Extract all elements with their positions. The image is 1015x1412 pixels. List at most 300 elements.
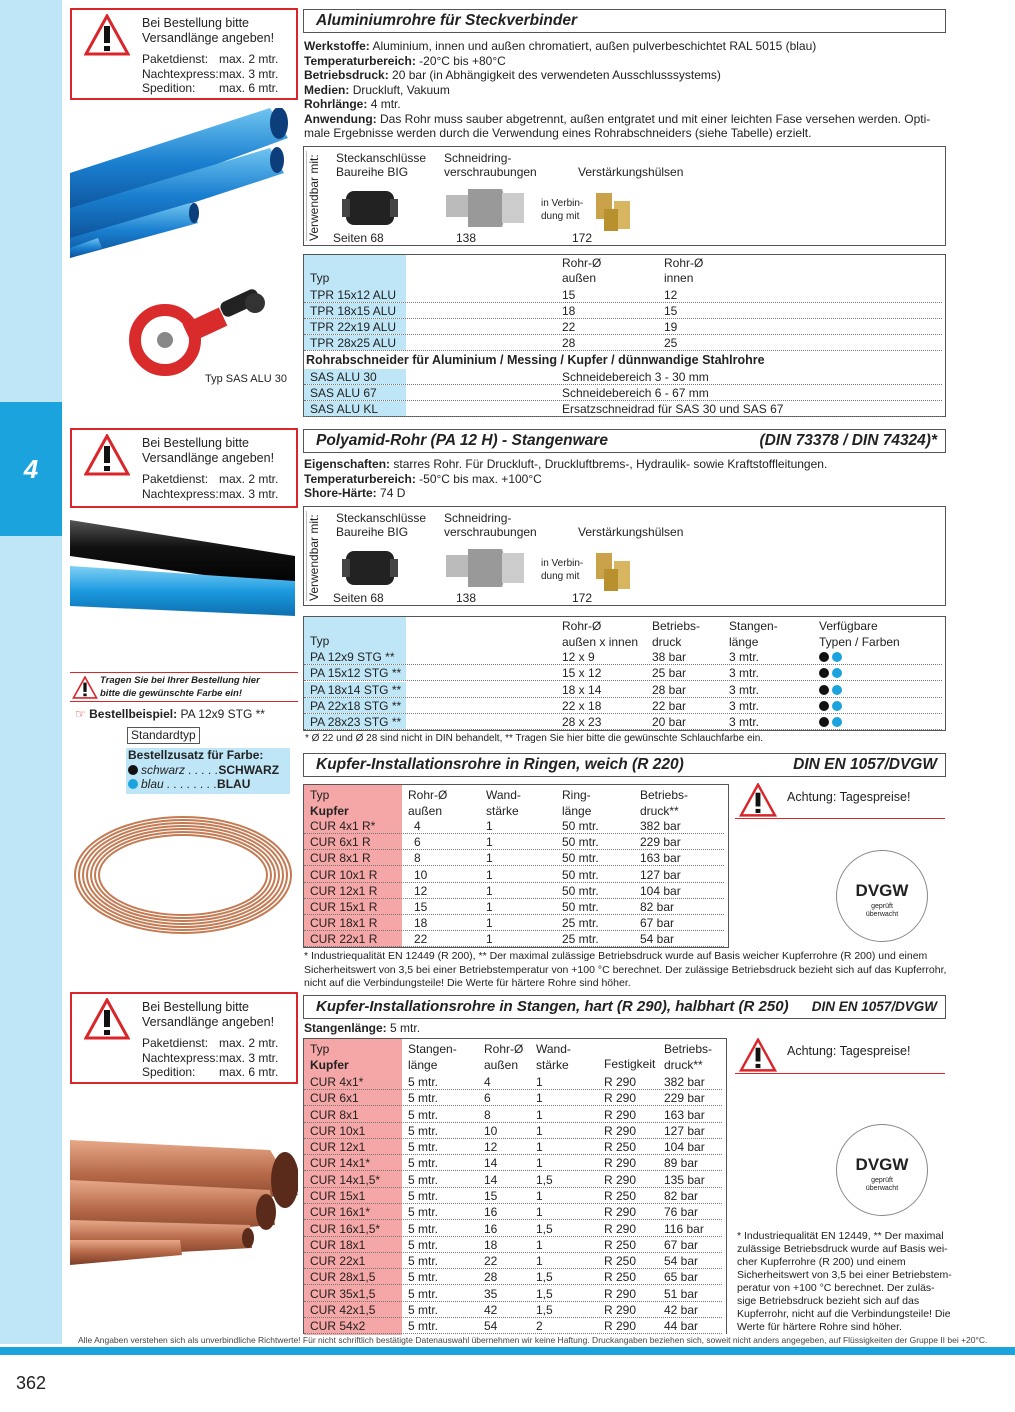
table-cell: R 250 xyxy=(604,1237,637,1252)
label: Eigenschaften: xyxy=(304,457,391,471)
table-cell: 28 bar xyxy=(652,682,687,697)
label: Betriebsdruck: xyxy=(304,68,389,82)
table-cell: R 290 xyxy=(604,1205,637,1220)
color-dots xyxy=(819,649,845,665)
table-cell: 1 xyxy=(536,1156,543,1171)
copper-note xyxy=(304,950,946,991)
table-cell: 12 xyxy=(484,1140,498,1155)
table-row xyxy=(304,1155,722,1171)
warning-icon xyxy=(72,676,98,699)
table-row xyxy=(304,1221,722,1237)
chapter-tab[interactable]: 4 xyxy=(0,402,62,536)
table-row xyxy=(304,335,942,351)
table-cell: 15 x 12 xyxy=(562,666,602,681)
table-cell: 1 xyxy=(536,1205,543,1220)
table-row xyxy=(304,818,724,834)
table-cell: 50 mtr. xyxy=(562,900,599,914)
table-cell: 1 xyxy=(536,1140,543,1155)
table-cell: 1 xyxy=(486,900,493,914)
table-cell: 67 bar xyxy=(664,1237,699,1252)
compatible-box xyxy=(303,506,946,606)
compression-fitting-icon xyxy=(446,541,526,595)
table-cell: 25 mtr. xyxy=(562,932,599,947)
table-cell: 42 bar xyxy=(664,1302,699,1317)
table-cell: 229 bar xyxy=(640,835,681,850)
copper-bar-note xyxy=(737,1230,952,1334)
table-cell: 5 mtr. xyxy=(408,1270,439,1285)
table-row xyxy=(304,1318,722,1334)
label: Temperaturbereich: xyxy=(304,53,416,68)
table-cell: 22 xyxy=(562,320,576,334)
table-cell: CUR 22x1 xyxy=(310,1254,366,1269)
table-cell: R 290 xyxy=(604,1156,637,1171)
table-row xyxy=(304,931,724,947)
table-cell: 22 xyxy=(414,932,428,947)
value: PA 12x9 STG xyxy=(180,707,253,721)
table-cell: 38 bar xyxy=(652,650,687,664)
table-cell: 22 x 18 xyxy=(562,698,602,713)
color-dots xyxy=(819,682,845,698)
page-ref: Seiten 68 xyxy=(333,591,384,605)
label: Schneidring- xyxy=(444,511,512,525)
table-cell: 14 xyxy=(484,1156,498,1171)
table-cell: 229 bar xyxy=(664,1091,705,1106)
label: Spedition: xyxy=(142,1065,196,1079)
table-cell: 35 xyxy=(484,1286,498,1301)
warn-title: Versandlänge angeben! xyxy=(142,31,275,45)
table-cell: R 250 xyxy=(604,1254,637,1269)
table-cell: R 290 xyxy=(604,1123,637,1138)
black-dot-icon xyxy=(819,685,829,695)
page-number: 362 xyxy=(16,1373,47,1393)
column-header: Typ xyxy=(310,634,330,648)
table-cell: 89 bar xyxy=(664,1156,699,1171)
label: Temperaturbereich: xyxy=(304,471,416,486)
page-ref: Seiten 68 xyxy=(333,231,384,245)
column-header: druck** xyxy=(640,804,679,818)
table-cell: 1 xyxy=(536,1188,543,1203)
title-text: Kupfer-Installationsrohre in Stangen, hart (R 290), halbhart (R 250) xyxy=(316,998,789,1015)
table-cell: R 250 xyxy=(604,1188,637,1203)
label: dung mit xyxy=(541,571,580,582)
value: max. 6 mtr. xyxy=(219,1065,279,1079)
table-cell: 12 xyxy=(664,288,678,302)
column-header: länge xyxy=(562,804,592,818)
table-row xyxy=(304,1286,722,1302)
warn-title: Versandlänge angeben! xyxy=(142,1015,275,1029)
table-cell: 42 xyxy=(484,1302,498,1317)
column-header: Rohr-Ø xyxy=(562,256,602,270)
compatible-label: Verwendbar mit: xyxy=(306,511,322,601)
section-title xyxy=(303,9,946,33)
table-row xyxy=(304,1237,722,1253)
value: max. 2 mtr. xyxy=(219,1036,279,1050)
table-cell: 5 mtr. xyxy=(408,1140,439,1155)
table-cell: 15 xyxy=(484,1188,498,1203)
warn-title: Versandlänge angeben! xyxy=(142,451,275,465)
table-row xyxy=(304,1269,722,1285)
table-cell: 104 bar xyxy=(640,883,681,898)
table-cell: CUR 22x1 R xyxy=(310,932,378,947)
table-cell: 127 bar xyxy=(640,867,681,882)
label: blau . . . . . . . . xyxy=(141,777,218,791)
table-cell: 163 bar xyxy=(664,1107,705,1122)
black-dot-icon xyxy=(819,701,829,711)
page-ref: 172 xyxy=(572,591,593,605)
table-row xyxy=(304,883,724,899)
polyamide-pipes-image xyxy=(70,516,295,616)
value: 74 D xyxy=(380,486,406,500)
page-bottom-bar xyxy=(0,1347,1015,1355)
label: Spedition: xyxy=(142,81,196,95)
warn-title: Bei Bestellung bitte xyxy=(142,16,250,30)
table-cell: 1,5 xyxy=(536,1302,553,1317)
color-dots xyxy=(819,665,845,681)
table-row xyxy=(304,1107,722,1123)
table-cell: 8 xyxy=(484,1107,491,1122)
table-cell: CUR 12x1 xyxy=(310,1140,366,1155)
dvgw-seal-icon xyxy=(836,1124,928,1216)
hint-text: Tragen Sie bei Ihrer Bestellung hier xyxy=(100,675,260,686)
column-header: Typ xyxy=(310,788,330,802)
label: Nachtexpress: xyxy=(142,486,219,501)
table-cell: PA 18x14 STG ** xyxy=(310,682,402,697)
table-row xyxy=(304,1204,722,1220)
table-cell: CUR 12x1 R xyxy=(310,883,378,898)
seal-text: überwacht xyxy=(865,911,899,918)
column-header: Typ xyxy=(310,1042,330,1056)
table-cell: TPR 22x19 ALU xyxy=(310,320,397,334)
table-cell: 5 mtr. xyxy=(408,1302,439,1317)
label: Baureihe BIG xyxy=(336,165,409,179)
column-header: Betriebs- xyxy=(640,788,689,802)
table-cell: R 290 xyxy=(604,1172,637,1187)
warning-icon xyxy=(739,783,777,817)
table-cell: R 290 xyxy=(604,1075,637,1089)
note-line: Werte für härtere Rohre sind höher. xyxy=(737,1321,902,1333)
table-cell: CUR 8x1 R xyxy=(310,851,371,866)
table-cell: 5 mtr. xyxy=(408,1075,439,1089)
table-cell: 5 mtr. xyxy=(408,1254,439,1269)
value: max. 2 mtr. xyxy=(219,472,279,486)
color-option-box xyxy=(126,748,290,794)
table-cell: 28 xyxy=(562,336,576,350)
note-line: zulässige Betriebsdruck wurde auf Basis wei- xyxy=(737,1243,948,1255)
cutter-heading: Rohrabschneider für Aluminium / Messing / Kupfer / dünnwandige Stahlrohre xyxy=(306,353,765,367)
table-cell: 22 xyxy=(484,1254,498,1269)
table-cell: 1,5 xyxy=(536,1172,553,1187)
table-cell: 50 mtr. xyxy=(562,851,599,866)
table-cell: CUR 14x1,5* xyxy=(310,1172,381,1187)
table-row xyxy=(304,714,942,730)
value: max. 3 mtr. xyxy=(219,486,279,501)
cutter-caption: Typ SAS ALU 30 xyxy=(205,373,287,385)
warn-title: Bei Bestellung bitte xyxy=(142,1000,250,1014)
table-cell: SAS ALU KL xyxy=(310,402,379,416)
table-row xyxy=(304,385,942,401)
column-header: Typen / Farben xyxy=(819,635,900,649)
table-cell: 1 xyxy=(486,835,493,850)
table-cell: CUR 10x1 xyxy=(310,1123,366,1138)
value: 5 mtr. xyxy=(390,1021,421,1035)
price-warning xyxy=(735,781,945,819)
table-cell: CUR 18x1 R xyxy=(310,916,378,931)
column-header: Festigkeit xyxy=(604,1057,656,1071)
warning-icon xyxy=(84,14,130,56)
table-cell: 54 bar xyxy=(640,932,675,947)
note-line: cher Kupferrohre (R 200) und einem xyxy=(737,1256,906,1268)
order-example xyxy=(75,707,265,721)
table-cell: Schneidebereich 6 - 67 mm xyxy=(562,386,709,400)
blue-dot-icon xyxy=(832,652,842,662)
table-cell: 54 xyxy=(484,1319,498,1334)
table-cell: 163 bar xyxy=(640,851,681,866)
column-header: Betriebs- xyxy=(652,619,701,633)
page-ref: 138 xyxy=(456,231,477,245)
seal-text: überwacht xyxy=(865,1185,899,1192)
column-header: Stangen- xyxy=(729,619,778,633)
label: Nachtexpress: xyxy=(142,1050,219,1065)
hint-text: bitte die gewünschte Farbe ein! xyxy=(100,688,242,699)
table-cell: 104 bar xyxy=(664,1140,705,1155)
column-header: Rohr-Ø xyxy=(408,788,448,802)
table-cell: 4 xyxy=(484,1075,491,1089)
note-line: Sicherheitswert von 3,5 bei einer Betriebstemperatur von +100 °C berechnet. Der zulässige Betriebsdruck bezieht sich auf das Kupferrohr, xyxy=(304,963,947,976)
table-cell: 1 xyxy=(536,1254,543,1269)
warning-box xyxy=(70,428,298,508)
pipe-cutter-image xyxy=(125,285,275,380)
table-cell: 25 mtr. xyxy=(562,916,599,931)
table-cell: 18 xyxy=(562,304,576,318)
price-warning xyxy=(735,1036,945,1074)
table-row xyxy=(304,1302,722,1318)
table-cell: 15 xyxy=(414,900,428,914)
pointing-hand-icon: ☞ xyxy=(75,707,86,721)
table-cell: SAS ALU 30 xyxy=(310,370,377,384)
table-note: * Ø 22 und Ø 28 sind nicht in DIN behandelt, ** Tragen Sie hier bitte die gewünschte Schlauchfarbe ein. xyxy=(305,733,764,744)
column-header: außen xyxy=(408,804,443,818)
note-line: Kupferrohr, nicht auf die Verbindungsteile! Die xyxy=(737,1308,951,1320)
table-cell: 18 xyxy=(414,916,428,931)
label: dung mit xyxy=(541,211,580,222)
note-line: * Industriequalität EN 12449, ** Der maximal xyxy=(737,1230,944,1242)
table-cell: CUR 14x1* xyxy=(310,1156,371,1171)
column-header: Kupfer xyxy=(310,1058,349,1072)
table-row xyxy=(304,834,724,850)
table-cell: PA 22x18 STG ** xyxy=(310,698,402,713)
label: Bestellzusatz für Farbe: xyxy=(128,748,264,762)
table-cell: 1 xyxy=(486,916,493,931)
table-cell: 1 xyxy=(486,851,493,866)
table-cell: 1,5 xyxy=(536,1221,553,1236)
copper-coil-image xyxy=(72,810,294,940)
value: max. 3 mtr. xyxy=(219,66,279,81)
table-cell: SAS ALU 67 xyxy=(310,386,377,400)
column-header: Verfügbare xyxy=(819,619,878,633)
warning-icon xyxy=(739,1038,777,1072)
page-ref: 172 xyxy=(572,231,593,245)
table-cell: R 290 xyxy=(604,1286,637,1301)
table-cell: PA 28x23 STG ** xyxy=(310,715,402,730)
note-line: nicht auf die Verbindungsteile! Die Werte für härtere Rohre sind höher. xyxy=(304,977,631,989)
table-cell: 3 mtr. xyxy=(729,682,760,697)
table-cell: CUR 15x1 R xyxy=(310,900,378,914)
label: Paketdienst: xyxy=(142,472,209,486)
din-reference: (DIN 73378 / DIN 74324)* xyxy=(759,432,937,449)
label: Anwendung: xyxy=(304,111,377,126)
label: Bestellbeispiel: xyxy=(89,707,178,721)
table-cell: 44 bar xyxy=(664,1319,699,1334)
table-cell: 1,5 xyxy=(536,1270,553,1285)
column-header: Wand- xyxy=(536,1042,571,1056)
value: max. 6 mtr. xyxy=(219,81,279,95)
table-cell: CUR 15x1 xyxy=(310,1188,366,1203)
value: -50°C bis max. +100°C xyxy=(419,471,542,486)
warning-text: Achtung: Tagespreise! xyxy=(787,1044,911,1058)
table-cell: 19 xyxy=(664,320,678,334)
title-text: Polyamid-Rohr (PA 12 H) - Stangenware xyxy=(316,432,608,449)
table-cell: 1 xyxy=(536,1123,543,1138)
table-cell: 1 xyxy=(536,1107,543,1122)
push-fitting-icon xyxy=(342,183,398,233)
table-row xyxy=(304,319,942,335)
value: max. 3 mtr. xyxy=(219,1050,279,1065)
table-cell: 5 mtr. xyxy=(408,1156,439,1171)
value: ** xyxy=(255,707,265,721)
column-header: Typ xyxy=(310,271,330,285)
table-cell: CUR 35x1,5 xyxy=(310,1286,376,1301)
compatible-label: Verwendbar mit: xyxy=(306,151,322,241)
title-text: Kupfer-Installationsrohre in Ringen, weich (R 220) xyxy=(316,756,684,773)
section-title xyxy=(303,995,946,1019)
table-row xyxy=(304,1188,722,1204)
label: schwarz . . . . . xyxy=(141,762,219,777)
color-hint xyxy=(70,672,298,702)
label: Verstärkungshülsen xyxy=(578,525,684,539)
table-cell: 382 bar xyxy=(664,1075,705,1089)
column-header: Ring- xyxy=(562,788,591,802)
table-cell: 14 xyxy=(484,1172,498,1187)
table-cell: CUR 4x1* xyxy=(310,1075,364,1089)
table-row xyxy=(304,867,724,883)
table-cell: CUR 28x1,5 xyxy=(310,1270,376,1285)
column-header: Rohr-Ø xyxy=(562,619,602,633)
table-cell: 50 mtr. xyxy=(562,835,599,850)
table-cell: CUR 42x1,5 xyxy=(310,1302,376,1317)
table-cell: 1 xyxy=(536,1237,543,1252)
column-header: innen xyxy=(664,271,694,285)
table-cell: 1 xyxy=(486,819,493,833)
table-cell: 5 mtr. xyxy=(408,1205,439,1220)
table-row xyxy=(304,1139,722,1155)
column-header: länge xyxy=(729,635,759,649)
table-cell: PA 12x9 STG ** xyxy=(310,650,395,664)
warn-title: Bei Bestellung bitte xyxy=(142,436,250,450)
sleeve-icon xyxy=(594,547,634,593)
column-header: Stangen- xyxy=(408,1042,457,1056)
table-cell: 12 x 9 xyxy=(562,650,595,664)
label: Paketdienst: xyxy=(142,52,209,66)
table-cell: 5 mtr. xyxy=(408,1107,439,1122)
column-header: Wand- xyxy=(486,788,521,802)
value: starres Rohr. Für Druckluft-, Druckluftbrems-, Hydraulik- sowie Kraftstoffleitungen. xyxy=(393,457,828,471)
table-row xyxy=(304,1253,722,1269)
section-title xyxy=(303,753,946,777)
table-cell: CUR 16x1,5* xyxy=(310,1221,381,1236)
seal-text: DVGW xyxy=(855,881,909,900)
label: Rohrlänge: xyxy=(304,97,368,111)
table-cell: R 290 xyxy=(604,1107,637,1122)
table-cell: 16 xyxy=(484,1221,498,1236)
table-cell: 76 bar xyxy=(664,1205,699,1220)
table-cell: 3 mtr. xyxy=(729,715,760,730)
value: 4 mtr. xyxy=(370,97,401,111)
chapter-sidebar xyxy=(0,0,62,1344)
table-cell: 127 bar xyxy=(664,1123,705,1138)
table-cell: CUR 10x1 R xyxy=(310,867,378,882)
section-title xyxy=(303,429,946,453)
table-row xyxy=(304,369,942,385)
table-cell: 5 mtr. xyxy=(408,1172,439,1187)
table-cell: R 250 xyxy=(604,1270,637,1285)
table-row xyxy=(304,1123,722,1139)
table-row xyxy=(304,665,942,681)
column-header: Betriebs- xyxy=(664,1042,713,1056)
table-row xyxy=(304,682,942,698)
table-row xyxy=(304,850,724,866)
value: 20 bar (in Abhängigkeit des verwendeten Ausschlusssystems) xyxy=(392,68,721,82)
column-header: außen x innen xyxy=(562,635,639,649)
note-line: * Industriequalität EN 12449 (R 200), ** Der maximal zulässige Betriebsdruck wurde auf Basis weicher Kupferrohre (R 200) und einem xyxy=(304,950,928,962)
value: Das Rohr muss sauber abgetrennt, außen entgratet und mit einer leichten Fase versehen werden. Opti- xyxy=(380,111,931,126)
table-cell: 22 bar xyxy=(652,698,687,713)
value: male Ergebnisse werden durch die Verwendung eines Rohrabschneiders (siehe Tabelle) erzielt. xyxy=(304,126,812,140)
table-cell: 15 xyxy=(562,288,576,302)
warning-box xyxy=(70,8,298,100)
copper-bar-table xyxy=(303,1038,727,1334)
table-cell: 18 x 14 xyxy=(562,682,602,697)
label: Medien: xyxy=(304,82,350,97)
label: Nachtexpress: xyxy=(142,66,219,81)
table-cell: PA 15x12 STG ** xyxy=(310,666,402,681)
table-cell: 6 xyxy=(414,835,421,850)
blue-dot-icon xyxy=(128,779,138,789)
table-cell: 18 xyxy=(484,1237,498,1252)
table-cell: 25 bar xyxy=(652,666,687,681)
table-cell: 5 mtr. xyxy=(408,1319,439,1334)
table-cell: 65 bar xyxy=(664,1270,699,1285)
warning-icon xyxy=(84,998,130,1040)
label: Baureihe BIG xyxy=(336,525,409,539)
column-header: druck** xyxy=(664,1058,703,1072)
label: Stangenlänge: xyxy=(304,1021,387,1035)
table-cell: Ersatzschneidrad für SAS 30 und SAS 67 xyxy=(562,402,784,416)
table-cell: 1,5 xyxy=(536,1286,553,1301)
black-dot-icon xyxy=(128,765,138,775)
aluminium-pipes-image xyxy=(70,108,295,258)
table-cell: 5 mtr. xyxy=(408,1221,439,1236)
table-cell: 1 xyxy=(486,932,493,947)
table-cell: CUR 6x1 xyxy=(310,1091,359,1106)
table-cell: CUR 18x1 xyxy=(310,1237,366,1252)
table-cell: R 250 xyxy=(604,1140,637,1155)
table-cell: 5 mtr. xyxy=(408,1286,439,1301)
seal-text: DVGW xyxy=(855,1155,909,1174)
color-dots xyxy=(819,714,845,730)
push-fitting-icon xyxy=(342,543,398,593)
label: in Verbin- xyxy=(541,198,584,209)
table-row xyxy=(304,401,942,417)
